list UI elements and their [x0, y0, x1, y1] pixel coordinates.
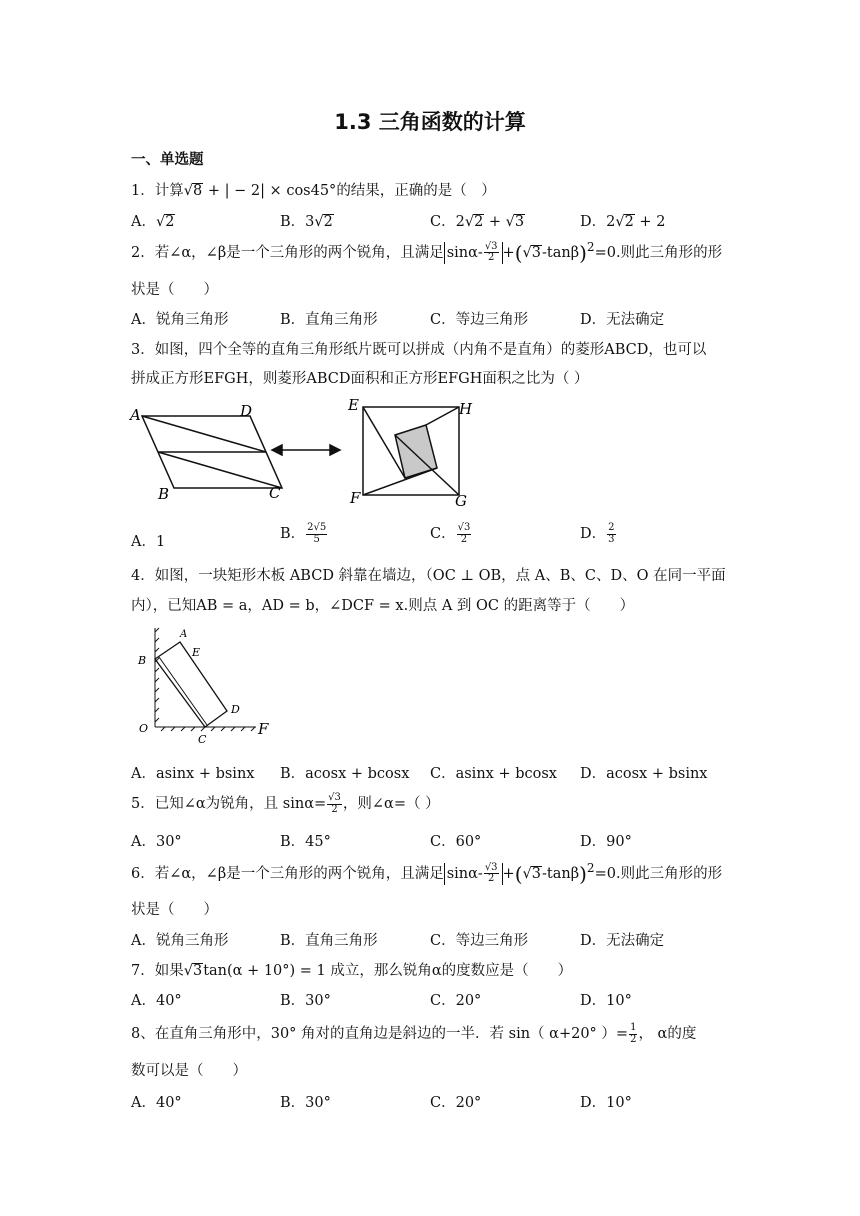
- q6-line2: 状是（ ）: [131, 902, 218, 918]
- label-f: F: [258, 720, 269, 738]
- question-2: [131, 240, 722, 265]
- q8-option-c[interactable]: C．20°: [430, 1095, 482, 1111]
- q3-option-c[interactable]: C． $\frac{√3}{2}$: [430, 522, 471, 545]
- q6-option-c[interactable]: C．等边三角形: [430, 933, 529, 949]
- q4-option-c[interactable]: C．asinx + bcosx: [430, 766, 557, 782]
- q7-option-c[interactable]: C．20°: [430, 993, 482, 1009]
- q6-option-b[interactable]: B．直角三角形: [280, 933, 378, 949]
- q8-option-a[interactable]: A．40°: [131, 1095, 182, 1111]
- label-a: A: [130, 406, 141, 424]
- q3-option-d[interactable]: D． $\frac{2}{3}$: [580, 522, 615, 545]
- label-b: B: [158, 485, 170, 503]
- question-7: 7．如果√3tan(α + 10°) = 1 成立，那么锐角α的度数应是（ ）: [131, 963, 573, 979]
- label-f: F: [350, 489, 361, 507]
- q2-option-d[interactable]: D．无法确定: [580, 312, 665, 328]
- q3-line2: 拼成正方形EFGH，则菱形ABCD面积和正方形EFGH面积之比为（ ）: [131, 371, 589, 387]
- q1-expr: √8 + | − 2| × cos45°: [183, 183, 337, 199]
- q3-line1: 3．如图，四个全等的直角三角形纸片既可以拼成（内角不是直角）的菱形ABCD，也可以: [131, 342, 707, 358]
- label-b: B: [138, 654, 147, 667]
- double-arrow-icon: [272, 445, 340, 455]
- q3-option-a[interactable]: A．1: [131, 534, 166, 550]
- q2-option-c[interactable]: C．等边三角形: [430, 312, 529, 328]
- q1-suffix: 的结果，正确的是（ ）: [336, 183, 496, 199]
- section-heading: 一、单选题: [131, 151, 204, 168]
- q1-prefix: 1．计算: [131, 183, 184, 199]
- q1-option-b[interactable]: B．3√2: [280, 214, 333, 230]
- board-inner-edge: [159, 657, 207, 725]
- label-h: H: [459, 400, 473, 418]
- square-figure: [363, 407, 459, 495]
- board-rectangle: [155, 642, 227, 727]
- q2-expr: sinα- $\frac{√3}{2}$ $+(√3-\tan\beta)^2=0$: [444, 245, 616, 261]
- label-a: A: [180, 629, 188, 640]
- label-e: E: [192, 646, 201, 659]
- q4-option-d[interactable]: D．acosx + bsinx: [580, 766, 708, 782]
- page-title: 1.3 三角函数的计算: [334, 110, 526, 134]
- q6-expr: sinα- $\frac{√3}{2}$ $+(√3-\tan\beta)^2=0$: [444, 866, 616, 882]
- label-g: G: [455, 492, 467, 510]
- question-6: [131, 861, 722, 886]
- q3-option-b[interactable]: B． $\frac{2√5}{5}$: [280, 522, 327, 545]
- q6-option-a[interactable]: A．锐角三角形: [131, 933, 229, 949]
- q5-option-c[interactable]: C．60°: [430, 834, 482, 850]
- q6-suffix: .则此三角形的形: [615, 865, 723, 882]
- label-d: D: [240, 402, 253, 420]
- question-5: 5．已知∠α为锐角，且 sinα= $\frac{√3}{2}$ ，则∠α=（ ）: [131, 792, 440, 815]
- q2-option-a[interactable]: A．锐角三角形: [131, 312, 229, 328]
- label-e: E: [348, 398, 359, 414]
- q3-figure: [125, 398, 485, 513]
- q2-suffix: .则此三角形的形: [615, 244, 723, 261]
- q4-figure: [131, 622, 281, 747]
- q7-option-a[interactable]: A．40°: [131, 993, 182, 1009]
- label-c: C: [198, 733, 207, 746]
- rhombus-figure: [142, 416, 282, 488]
- q6-prefix: 6．若∠α，∠β是一个三角形的两个锐角，且满足: [131, 865, 444, 882]
- q2-line2: 状是（ ）: [131, 282, 218, 298]
- q6-option-d[interactable]: D．无法确定: [580, 933, 665, 949]
- q4-option-b[interactable]: B．acosx + bcosx: [280, 766, 410, 782]
- question-1: [131, 179, 496, 200]
- q4-option-a[interactable]: A．asinx + bsinx: [131, 766, 255, 782]
- q7-option-d[interactable]: D．10°: [580, 993, 632, 1009]
- q1-option-c[interactable]: C．2√2 + √3: [430, 214, 525, 230]
- label-c: C: [269, 484, 281, 502]
- q4-line1: 4．如图，一块矩形木板 ABCD 斜靠在墙边，（OC ⊥ OB，点 A、B、C、D、O 在同一平面: [131, 568, 726, 584]
- q8-option-b[interactable]: B．30°: [280, 1095, 331, 1111]
- q4-line2: 内），已知AB = a，AD = b，∠DCF = x.则点 A 到 OC 的距离等于（ ）: [131, 598, 635, 614]
- q1-option-d[interactable]: D．2√2 + 2: [580, 214, 666, 230]
- q5-option-d[interactable]: D．90°: [580, 834, 632, 850]
- q7-option-b[interactable]: B．30°: [280, 993, 331, 1009]
- label-d: D: [231, 703, 240, 716]
- q5-option-b[interactable]: B．45°: [280, 834, 331, 850]
- q5-option-a[interactable]: A．30°: [131, 834, 182, 850]
- q2-option-b[interactable]: B．直角三角形: [280, 312, 378, 328]
- q1-option-a[interactable]: A．√2: [131, 214, 175, 230]
- q8-line2: 数可以是（ ）: [131, 1063, 247, 1079]
- question-8: 8、在直角三角形中，30° 角对的直角边是斜边的一半．若 sin（ α+20° ）= $\frac{1}{2}$ ， α的度: [131, 1022, 697, 1045]
- q8-option-d[interactable]: D．10°: [580, 1095, 632, 1111]
- q2-prefix: 2．若∠α，∠β是一个三角形的两个锐角，且满足: [131, 244, 444, 261]
- label-o: O: [139, 722, 149, 735]
